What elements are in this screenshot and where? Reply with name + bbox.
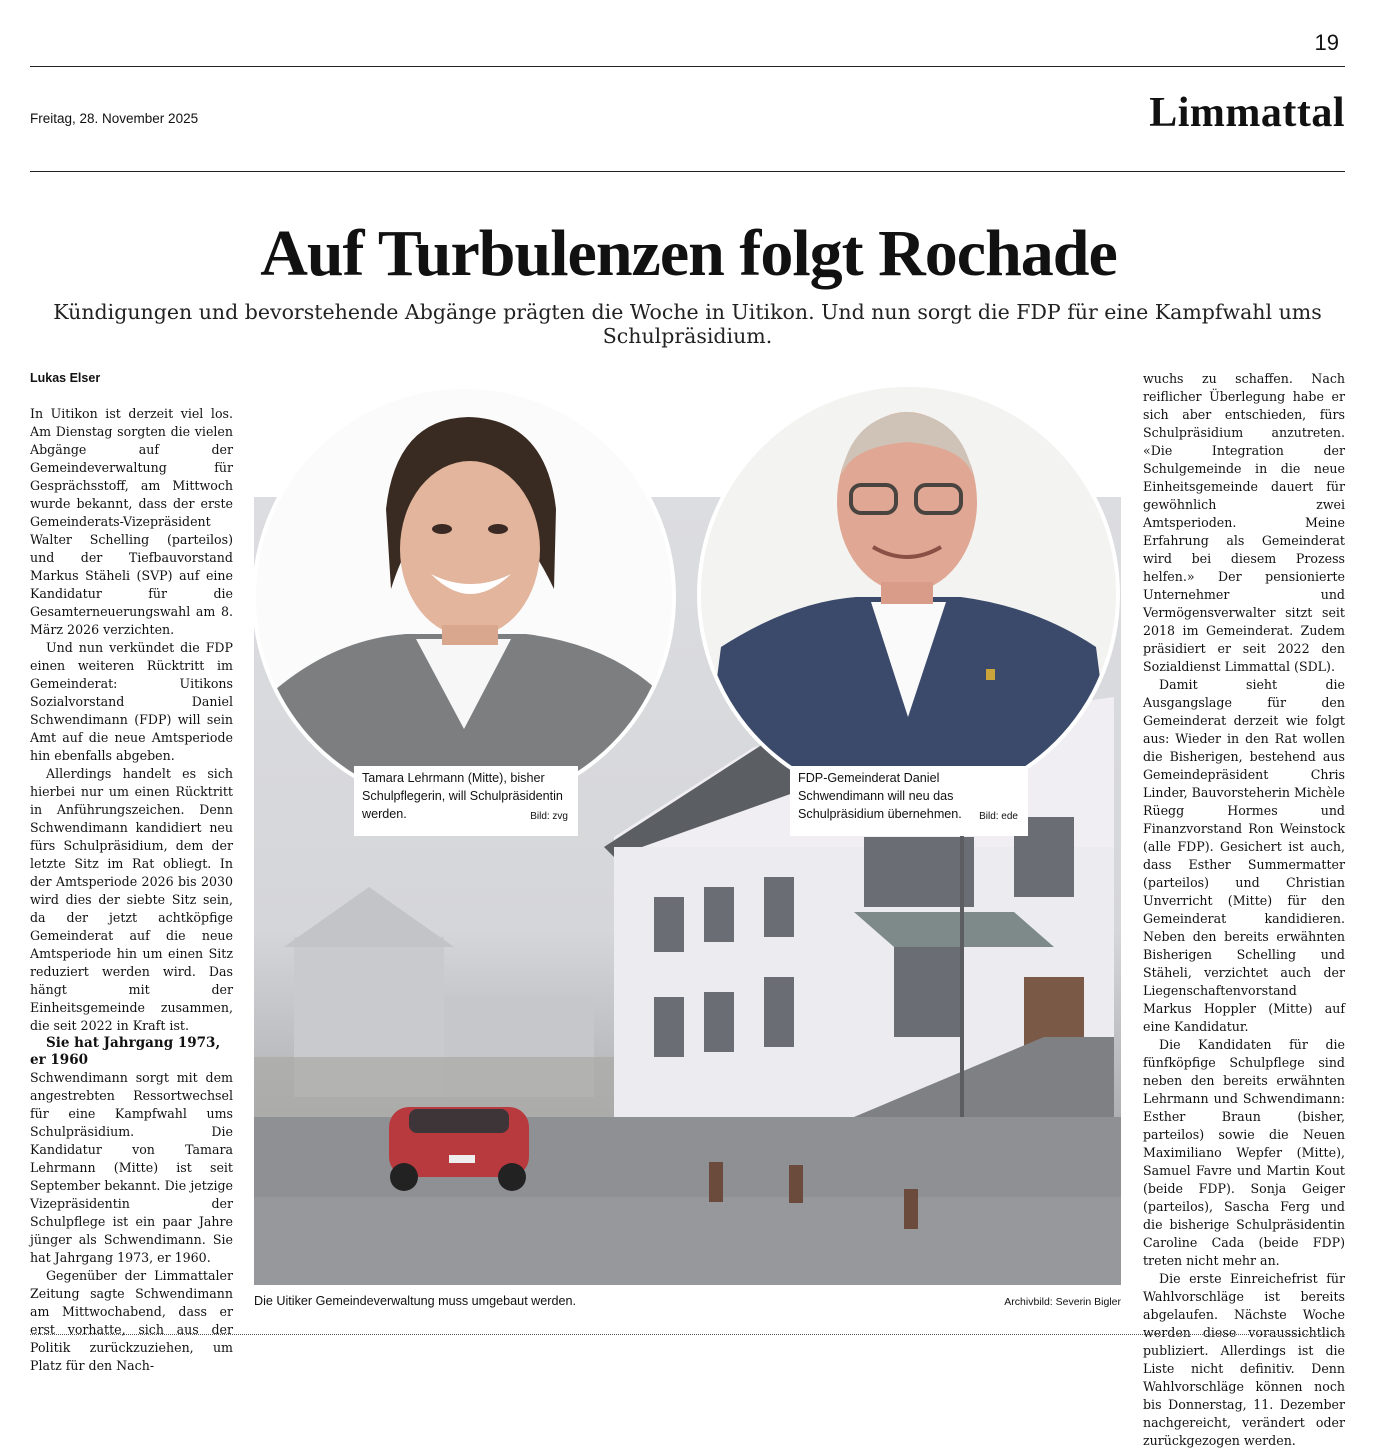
caption-text: FDP-Gemeinderat Daniel Schwendimann will neu das Schulpräsidium übernehmen. — [798, 771, 962, 821]
page-number: 19 — [1314, 30, 1339, 55]
paragraph: Allerdings handelt es sich hierbei nur um einen Rücktritt in Anführungszeichen. Denn Schwendimann kandidiert neu fürs Schulpräsidium, dem der letzte Sitz im Rat obliegt. In der Amtsperiode 2026 bis 2030 wird dies der siebte Sitz sein, da der jetzt achtköpfige Gemeinderat auf die neue Amtsperiode hin um einen Sitz reduziert werden wird. Das hängt mit der Einheitsgemeinde zusammen, die seit 2022 in Kraft ist. — [30, 766, 233, 1033]
article-headline: Auf Turbulenzen folgt Rochade — [260, 217, 1117, 290]
paragraph: wuchs zu schaffen. Nach reiflicher Überlegung habe er sich aber entschieden, fürs Schulpräsidium anzutreten. «Die Integration der Schulgemeinde in die neue Einheitsgemeinde dauert für gewöhnlich zwei Amtsperioden. Meine Erfahrung als Gemeinderat wird bei diesem Prozess helfen.» Der pensionierte Unternehmer und Vermögensverwalter sitzt seit 2018 im Gemeinderat. Zudem präsidiert er seit 2022 den Sozialdienst Limmattal (SDL). — [1143, 371, 1345, 674]
article-column-right — [1143, 370, 1345, 1450]
section-title: Limmattal — [1149, 90, 1345, 136]
header-rule — [30, 171, 1345, 172]
paragraph: Und nun verkündet die FDP einen weiteren Rücktritt im Gemeinderat: Uitikons Sozialvorstand Daniel Schwendimann (FDP) will sein Amt auf die neue Amtsperiode hin ebenfalls abgeben. — [30, 640, 233, 763]
subheading: Sie hat Jahrgang 1973, er 1960 — [30, 1035, 221, 1068]
paragraph: In Uitikon ist derzeit viel los. Am Dienstag sorgten die vielen Abgänge auf der Gemeindeverwaltung für Gesprächsstoff, am Mittwoch wurde bekannt, dass der erste Gemeinderats-Vizepräsident Walter Schelling (parteilos) und der Tiefbauvorstand Markus Stäheli (SVP) auf eine Kandidatur für die Gesamterneuerungswahl am 8. März 2026 verzichten. — [30, 406, 233, 637]
caption-portrait-left — [354, 766, 578, 836]
photo-credit: Bild: zvg — [530, 811, 568, 822]
portrait-daniel-schwendimann — [697, 383, 1120, 806]
top-rule — [30, 66, 1345, 67]
article-column-left — [30, 405, 233, 1375]
bottom-dotted-rule — [30, 1334, 1345, 1335]
portrait-tamara-lehrmann — [252, 385, 676, 809]
photo-credit: Bild: ede — [979, 811, 1018, 822]
paragraph: Die erste Einreichefrist für Wahlvorschläge ist bereits abgelaufen. Nächste Woche werden diese voraussichtlich publiziert. Allerdings ist die Liste nicht definitiv. Denn Wahlvorschläge können noch bis Donnerstag, 11. Dezember nachgereicht, verändert oder zurückgezogen werden. — [1143, 1271, 1345, 1448]
caption-main-photo: Die Uitiker Gemeindeverwaltung muss umgebaut werden. — [254, 1294, 576, 1308]
issue-date: Freitag, 28. November 2025 — [30, 111, 199, 126]
photo-credit-main: Archivbild: Severin Bigler — [1004, 1296, 1121, 1308]
caption-portrait-right — [790, 766, 1028, 836]
paragraph: Die Kandidaten für die fünfköpfige Schulpflege sind neben den bereits erwähnten Lehrmann und Schwendimann: Esther Braun (bisher, parteilos) sowie die Neuen Maximiliano Wepfer (Mitte), Samuel Favre und Martin Kout (beide FDP). Sonja Geiger (parteilos), Sascha Ferg und die bisherige Schulpräsidentin Caroline Cada (beide FDP) treten nicht mehr an. — [1143, 1037, 1345, 1268]
author-byline: Lukas Elser — [30, 371, 101, 385]
caption-text: Tamara Lehrmann (Mitte), bisher Schulpflegerin, will Schulpräsidentin werden. — [362, 771, 563, 821]
article-lead: Kündigungen und bevorstehende Abgänge prägten die Woche in Uitikon. Und nun sorgt die FDP für eine Kampfwahl ums Schulpräsidium. — [53, 300, 1322, 348]
paragraph: Damit sieht die Ausgangslage für den Gemeinderat derzeit wie folgt aus: Wieder in den Rat wollen die Bisherigen, bestehend aus Gemeindepräsident Chris Linder, Bauvorsteherin Michèle Rüegg Hormes und Finanzvorstand Ron Weinstock (alle FDP). Gesichert ist auch, dass Esther Summermatter (parteilos) und Christian Unverricht (Mitte) für den Gemeinderat kandidieren. Neben den bereits erwähnten Bisherigen Schelling und Stäheli, verzichtet auch der Liegenschaftenvorstand Markus Hoppler (Mitte) auf eine Kandidatur. — [1143, 677, 1345, 1034]
paragraph: Gegenüber der Limmattaler Zeitung sagte Schwendimann am Mittwochabend, dass er erst vorhatte, sich aus der Politik zurückzuziehen, um Platz für den Nach- — [30, 1268, 233, 1373]
paragraph: Schwendimann sorgt mit dem angestrebten Ressortwechsel für eine Kampfwahl ums Schulpräsidium. Die Kandidatur von Tamara Lehrmann (Mitte) ist seit September bekannt. Die jetzige Vizepräsidentin der Schulpflege ist ein paar Jahre jünger als Schwendimann. Sie hat Jahrgang 1973, er 1960. — [30, 1070, 233, 1265]
